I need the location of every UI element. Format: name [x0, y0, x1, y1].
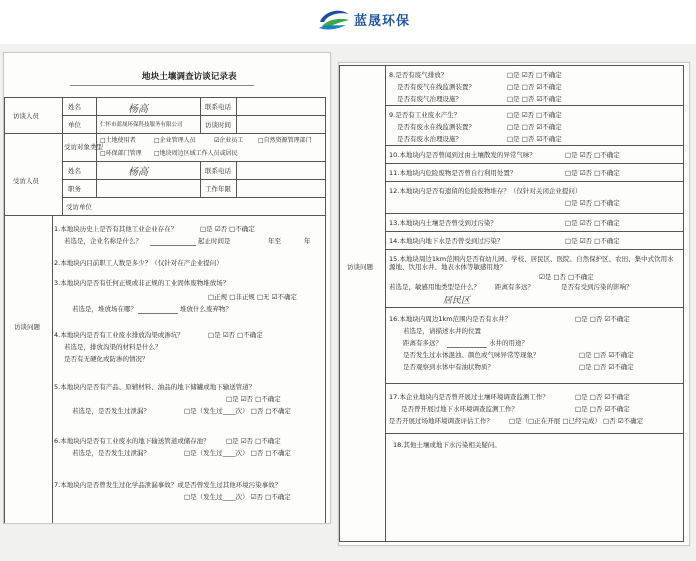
- question-18: 18.其他土壤或地下水污染相关疑问。: [393, 441, 501, 449]
- question-12: 12.本地块内是否有遗留的危险废物堆存？（仅针对关闭企业提问）: [389, 187, 582, 195]
- table-rule: [236, 161, 237, 197]
- question-12-options: □是 ☑否 □不确定: [565, 199, 620, 207]
- question-17-sub2-options: □是（□正在开展 □已经完成） □否 ☑不确定: [509, 417, 644, 425]
- question-13-options: □是 ☑否 □不确定: [565, 219, 620, 227]
- table-rule: [62, 197, 326, 198]
- table-border: [4, 97, 5, 523]
- question-11-options: □是 ☑否 □不确定: [565, 169, 620, 177]
- interview-form-page-1: [3, 52, 331, 524]
- question-15: 15.本地块周边1km范围内是否有幼儿园、学校、居民区、医院、自然保护区、农田、集中式饮用水源地、饮用水井、地表水体等敏感用地？: [389, 255, 674, 271]
- table-border: [683, 65, 684, 541]
- type-option: ☑企业员工: [214, 137, 244, 144]
- question-16-sub2-tail: 水井的用途？: [489, 339, 528, 347]
- unit-value: 仁怀市蓝晟环保科技服务有限公司: [100, 122, 183, 128]
- type-option: □企业管理人员: [154, 137, 196, 144]
- question-3-sub: 若选是，堆放场在哪？: [72, 305, 137, 313]
- table-rule: [200, 161, 201, 197]
- question-5-sub: 若选是，是否发生过泄漏？: [72, 407, 150, 415]
- phone-label: 联系电话: [205, 103, 231, 111]
- question-3: 3.本地块内是否有任何正规或非正规的工业固体废物堆放场？: [54, 279, 230, 287]
- name2-label: 姓名: [68, 167, 81, 175]
- question-16-sub4: 是否观察到水体中有油状物质？: [403, 363, 494, 371]
- question-16: 16.本地块内周边1km范围内是否有水井？: [389, 315, 512, 323]
- questions-section-label: 访谈问题: [14, 323, 40, 331]
- table-rule: [4, 133, 326, 134]
- time-label: 访谈时间: [205, 121, 231, 129]
- org-label: 受访单位: [66, 203, 92, 211]
- question-9-sub2-options: □是 □否 ☑不确定: [507, 135, 562, 143]
- question-16-sub2: 距离有多远？: [403, 339, 442, 347]
- question-9: 9.是否有工业废水产生？: [389, 111, 461, 119]
- question-4-sub: 若选是，排放沟渠的材料是什么？: [64, 343, 162, 351]
- question-8-options: □是 ☑否 □不确定: [507, 71, 562, 79]
- interviewee-type-label: 受访对象类型: [64, 143, 103, 151]
- table-rule: [52, 215, 53, 523]
- interviewee-section-label: 受访人员: [13, 177, 39, 185]
- table-rule: [62, 161, 326, 162]
- question-1-sub-tail: 起止时间是: [198, 237, 231, 245]
- table-rule: [385, 383, 683, 384]
- table-rule: [385, 213, 683, 214]
- question-8: 8.是否有废气排放？: [389, 71, 448, 79]
- question-3-options: □正规 □非正规 □无 ☑不确定: [208, 293, 297, 301]
- question-6-sub: 若选是，是否发生过泄漏？: [72, 449, 150, 457]
- unit-label: 单位: [68, 121, 81, 129]
- question-1: 1.本地块历史上是否有其他工业企业存在？: [54, 225, 178, 233]
- question-11: 11.本地块内危险废物是否曾自行利用处置？: [389, 169, 517, 177]
- question-10: 10.本地块内是否曾闻到过由土壤散发的异常气味？: [389, 151, 536, 159]
- question-15-options: ☑是 □否 □不确定: [539, 273, 594, 281]
- question-15-sub-tail: 距离有多远？: [495, 283, 534, 291]
- question-6-options: □是 ☑否 □不确定: [226, 437, 281, 445]
- question-1-options: □是 ☑否 □不确定: [200, 225, 255, 233]
- table-rule: [385, 433, 683, 434]
- table-rule: [385, 105, 683, 106]
- question-2: 2.本地块内目前职工人数是多少？（仅针对在产企业提问）: [54, 259, 223, 267]
- question-16-options: □是 □否 ☑不确定: [575, 315, 630, 323]
- table-rule: [62, 97, 63, 215]
- question-9-sub-options: □是 □否 ☑不确定: [507, 123, 562, 131]
- table-rule: [385, 231, 683, 232]
- type-option: □环保部门管理: [100, 150, 142, 157]
- question-13: 13.本地块内土壤是否曾受到过污染？: [389, 219, 497, 227]
- question-9-sub: 是否有废水在线监测装置？: [397, 123, 475, 131]
- blank-line: [138, 313, 178, 314]
- blank-line: [447, 347, 487, 348]
- title-underline: [70, 85, 254, 86]
- question-14: 14.本地块内地下水是否曾受到过污染？: [389, 237, 504, 245]
- question-17-sub: 是否曾开展过地下水环境调查监测工作？: [401, 405, 518, 413]
- question-6-sub-options: □是（发生过____次） □否 □不确定: [184, 449, 292, 457]
- table-rule: [385, 163, 683, 164]
- question-4-sub2: 是否有无硬化或防渗的情况？: [64, 355, 149, 363]
- question-17-sub2: 是否开展过场地环境调查评估工作？: [389, 417, 493, 425]
- question-7-options: □是（发生过____次） ☑否 □不确定: [184, 493, 291, 501]
- question-7: 7.本地块内是否曾发生过化学品泄漏事故？或是否曾发生过其他环境污染事故？: [54, 481, 282, 489]
- interview-form-page-2: [338, 62, 690, 546]
- question-8-sub-options: □是 □否 ☑不确定: [507, 83, 562, 91]
- question-15-sub-tail2: 是否有受到污染的影响？: [561, 283, 633, 291]
- table-rule: [385, 249, 683, 250]
- table-rule: [236, 97, 237, 133]
- table-border: [325, 97, 326, 523]
- question-5-options: □是 ☑否 □不确定: [226, 395, 281, 403]
- question-10-options: □是 ☑否 □不确定: [565, 151, 620, 159]
- question-8-sub2-options: □是 □否 ☑不确定: [507, 95, 562, 103]
- question-17-sub-options: □是 □否 ☑不确定: [575, 405, 630, 413]
- question-8-sub: 是否有废气在线监测装置？: [397, 83, 475, 91]
- interviewee-signature: 杨高: [128, 167, 148, 178]
- contact-label: 联系电话: [205, 167, 231, 175]
- table-rule: [385, 65, 386, 541]
- question-16-sub3: 是否发生过水体混浊、颜色或气味异常等现象？: [403, 351, 540, 359]
- table-rule: [385, 181, 683, 182]
- question-9-sub2: 是否有废水治理设施？: [397, 135, 462, 143]
- question-14-options: □是 ☑否 □不确定: [565, 237, 620, 245]
- name-label: 姓名: [68, 103, 81, 111]
- table-border: [339, 541, 684, 542]
- question-3-sub-tail: 堆放什么废弃物？: [180, 305, 232, 313]
- question-4-options: □是 ☑否 □不确定: [208, 331, 263, 339]
- table-rule: [385, 145, 683, 146]
- table-border: [339, 65, 340, 541]
- question-1-year2: 年: [304, 237, 311, 245]
- blank-line: [150, 245, 196, 246]
- duty-label: 职务: [68, 185, 81, 193]
- table-rule: [62, 115, 326, 116]
- table-border: [339, 65, 684, 66]
- handwritten-answer: 居民区: [443, 296, 471, 306]
- interviewer-section-label: 访谈人员: [13, 112, 39, 120]
- site-header: [0, 0, 696, 44]
- question-8-sub2: 是否有废气治理设施？: [397, 95, 462, 103]
- question-17: 17.本企业地块内是否曾开展过土壤环境调查监测工作？: [389, 393, 549, 401]
- table-border: [4, 97, 326, 98]
- question-6: 6.本地块内是否有工业废水的地下输送管道或储存池？: [54, 437, 210, 445]
- table-rule: [62, 179, 326, 180]
- question-4: 4.本地块内是否有工业废水排放沟渠或渗坑？: [54, 331, 184, 339]
- question-1-year1: 年至: [268, 237, 281, 245]
- question-17-options: □是 □否 ☑不确定: [575, 393, 630, 401]
- question-16-sub3-options: □是 □否 ☑不确定: [579, 351, 634, 359]
- brand-name: 蓝晟环保: [354, 14, 411, 29]
- form-title: 地块土壤调查访谈记录表: [142, 72, 237, 82]
- type-option: □土地使用者: [100, 137, 136, 144]
- question-5: 5.本地块内是否有产品、原辅材料、油品的地下储罐或地下输送管道？: [54, 383, 256, 391]
- type-option: □地块周边区域工作人员或居民: [154, 150, 238, 157]
- question-16-sub: 若选是，请描述水井的位置: [403, 327, 481, 335]
- question-15-sub: 若选是，敏感用地类型是什么？: [389, 283, 480, 291]
- question-5-sub-options: □是（发生过____次） □否 □不确定: [184, 407, 292, 415]
- question-1-sub: 若选是，企业名称是什么？: [64, 237, 142, 245]
- question-16-sub4-options: □是 □否 ☑不确定: [579, 363, 634, 371]
- table-rule: [385, 307, 683, 308]
- questions-section-label: 访谈问题: [347, 263, 373, 271]
- table-rule: [200, 97, 201, 133]
- lansheng-logo-icon: [316, 6, 352, 32]
- years-label: 工作年限: [205, 185, 231, 193]
- type-option: □自然资源管理部门: [258, 137, 312, 144]
- question-9-options: □是 ☑否 □不确定: [507, 111, 562, 119]
- interviewer-signature: 杨高: [128, 104, 148, 115]
